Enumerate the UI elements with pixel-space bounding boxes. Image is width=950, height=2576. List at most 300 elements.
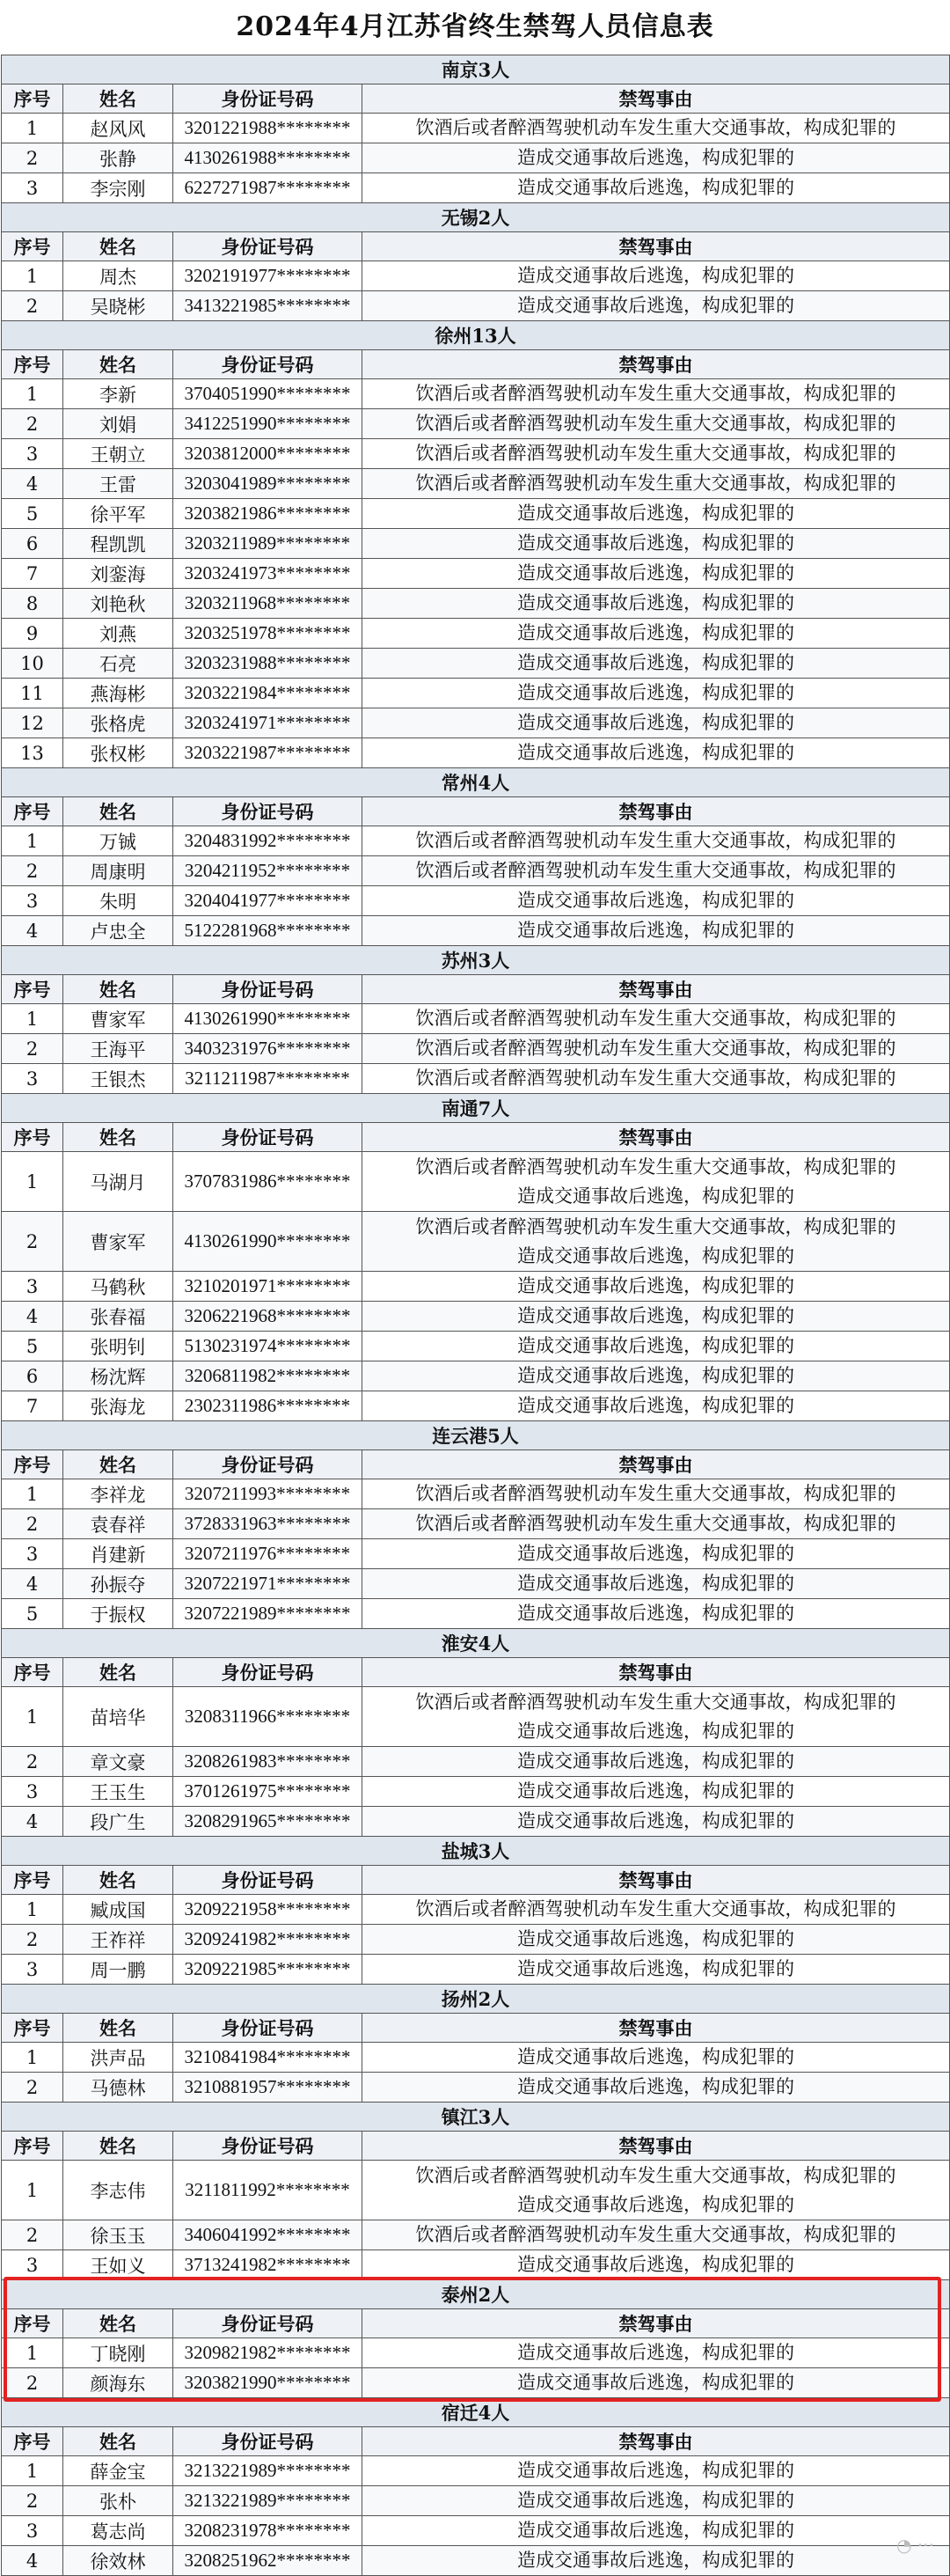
table-row: [2, 173, 950, 203]
row-no: 1: [2, 1152, 63, 1212]
city-header-row: [2, 55, 950, 84]
reason-line: 造成交通事故后逃逸，构成犯罪的: [517, 920, 794, 941]
table-row: [2, 1509, 950, 1539]
table-row: [2, 738, 950, 768]
row-name: 朱明: [63, 886, 173, 916]
row-name: 卢忠全: [63, 916, 173, 946]
row-name: 葛志尚: [63, 2516, 173, 2546]
row-name: 臧成国: [63, 1895, 173, 1925]
row-no: 10: [2, 649, 63, 679]
column-header-row: [2, 2427, 950, 2456]
header-name: 姓名: [63, 350, 173, 379]
row-no: 1: [2, 826, 63, 856]
row-no: 9: [2, 619, 63, 649]
row-id-number: 3206221968********: [173, 1302, 362, 1332]
row-no: 2: [2, 409, 63, 439]
table-row: [2, 529, 950, 559]
row-no: 4: [2, 2546, 63, 2576]
row-id-number: 3207211993********: [173, 1479, 362, 1509]
row-id-number: 3206811982********: [173, 1361, 362, 1391]
row-id-number: 3207221971********: [173, 1569, 362, 1599]
row-no: 1: [2, 261, 63, 291]
table-row: [2, 1152, 950, 1212]
row-id-number: 3406041992********: [173, 2220, 362, 2250]
header-id: 身份证号码: [173, 2427, 362, 2456]
row-id-number: 3209241982********: [173, 1925, 362, 1955]
table-row: [2, 1599, 950, 1629]
row-no: 4: [2, 1807, 63, 1837]
row-id-number: 3207221989********: [173, 1599, 362, 1629]
row-no: 3: [2, 1955, 63, 1985]
header-id: 身份证号码: [173, 84, 362, 114]
table-row: [2, 1687, 950, 1747]
header-reason: 禁驾事由: [362, 232, 950, 261]
row-reason: [362, 2073, 950, 2103]
row-id-number: 4130261990********: [173, 1004, 362, 1034]
city-header-row: [2, 1094, 950, 1123]
row-no: 2: [2, 856, 63, 886]
reason-line: 饮酒后或者醉酒驾驶机动车发生重大交通事故，构成犯罪的: [415, 1038, 896, 1059]
header-no: 序号: [2, 975, 63, 1004]
row-id-number: 3209221958********: [173, 1895, 362, 1925]
city-header-row: [2, 946, 950, 975]
row-no: 2: [2, 1509, 63, 1539]
row-id-number: 3203211968********: [173, 589, 362, 619]
row-reason: [362, 886, 950, 916]
city-title: 无锡2人: [2, 203, 950, 232]
header-reason: 禁驾事由: [362, 1658, 950, 1687]
reason-line: 饮酒后或者醉酒驾驶机动车发生重大交通事故，构成犯罪的: [415, 2164, 896, 2186]
row-name: 马德林: [63, 2073, 173, 2103]
reason-line: 造成交通事故后逃逸，构成犯罪的: [517, 1395, 794, 1416]
row-reason: [362, 499, 950, 529]
reason-line: 造成交通事故后逃逸，构成犯罪的: [517, 1275, 794, 1296]
reason-line: 造成交通事故后逃逸，构成犯罪的: [517, 890, 794, 911]
row-id-number: 3728331963********: [173, 1509, 362, 1539]
row-no: 1: [2, 1479, 63, 1509]
header-id: 身份证号码: [173, 1123, 362, 1152]
row-id-number: 3208251962********: [173, 2546, 362, 2576]
reason-line: 饮酒后或者醉酒驾驶机动车发生重大交通事故，构成犯罪的: [415, 860, 896, 881]
reason-line: 饮酒后或者醉酒驾驶机动车发生重大交通事故，构成犯罪的: [415, 1008, 896, 1029]
row-no: 2: [2, 291, 63, 321]
row-name: 程凯凯: [63, 529, 173, 559]
header-id: 身份证号码: [173, 797, 362, 826]
row-name: 徐平军: [63, 499, 173, 529]
row-id-number: 3203221987********: [173, 738, 362, 768]
header-name: 姓名: [63, 2014, 173, 2043]
row-name: 王雷: [63, 469, 173, 499]
table-row: [2, 619, 950, 649]
city-header-row: [2, 2280, 950, 2309]
row-id-number: 3208291965********: [173, 1807, 362, 1837]
row-id-number: 3203231988********: [173, 649, 362, 679]
row-id-number: 6227271987********: [173, 173, 362, 203]
row-name: 王海平: [63, 1034, 173, 1064]
row-no: 5: [2, 1332, 63, 1361]
row-reason: [362, 589, 950, 619]
row-reason: [362, 379, 950, 409]
city-title: 连云港5人: [2, 1421, 950, 1450]
reason-line: 饮酒后或者醉酒驾驶机动车发生重大交通事故，构成犯罪的: [415, 830, 896, 851]
reason-line: 造成交通事故后逃逸，构成犯罪的: [517, 503, 794, 524]
table-row: [2, 439, 950, 469]
row-name: 张朴: [63, 2486, 173, 2516]
table-row: [2, 1034, 950, 1064]
header-id: 身份证号码: [173, 2309, 362, 2338]
table-row: [2, 291, 950, 321]
reason-line: 造成交通事故后逃逸，构成犯罪的: [517, 2046, 794, 2067]
row-reason: [362, 2161, 950, 2220]
row-name: 苗培华: [63, 1687, 173, 1747]
table-row: [2, 1391, 950, 1421]
row-id-number: 3413221985********: [173, 291, 362, 321]
table-row: [2, 1747, 950, 1777]
table-row: [2, 886, 950, 916]
header-no: 序号: [2, 2014, 63, 2043]
city-title: 南通7人: [2, 1094, 950, 1123]
row-no: 1: [2, 2161, 63, 2220]
row-id-number: 4130261988********: [173, 143, 362, 173]
row-no: 11: [2, 679, 63, 708]
column-header-row: [2, 232, 950, 261]
watermark-icon: ◔ ···: [896, 2535, 934, 2556]
table-row: [2, 2073, 950, 2103]
row-name: 张静: [63, 143, 173, 173]
row-id-number: 3207211976********: [173, 1539, 362, 1569]
header-name: 姓名: [63, 232, 173, 261]
row-reason: [362, 2338, 950, 2368]
city-title: 苏州3人: [2, 946, 950, 975]
city-title: 镇江3人: [2, 2103, 950, 2132]
row-no: 8: [2, 589, 63, 619]
row-reason: [362, 916, 950, 946]
reason-line: 造成交通事故后逃逸，构成犯罪的: [517, 2372, 794, 2393]
row-no: 1: [2, 379, 63, 409]
table-row: [2, 2250, 950, 2280]
row-name: 马鹤秋: [63, 1272, 173, 1302]
reason-line: 造成交通事故后逃逸，构成犯罪的: [517, 1543, 794, 1564]
table-row: [2, 2161, 950, 2220]
row-reason: [362, 2043, 950, 2073]
row-name: 杨沈辉: [63, 1361, 173, 1391]
reason-line: 造成交通事故后逃逸，构成犯罪的: [517, 2076, 794, 2097]
table-body: [2, 55, 950, 2576]
reason-line: 造成交通事故后逃逸，构成犯罪的: [517, 2460, 794, 2481]
reason-line: 造成交通事故后逃逸，构成犯罪的: [517, 2193, 794, 2215]
row-id-number: 3213221989********: [173, 2486, 362, 2516]
header-no: 序号: [2, 84, 63, 114]
header-no: 序号: [2, 1123, 63, 1152]
row-no: 2: [2, 2073, 63, 2103]
header-id: 身份证号码: [173, 232, 362, 261]
row-reason: [362, 2368, 950, 2398]
row-id-number: 3203211989********: [173, 529, 362, 559]
row-name: 燕海彬: [63, 679, 173, 708]
row-reason: [362, 469, 950, 499]
reason-line: 造成交通事故后逃逸，构成犯罪的: [517, 682, 794, 703]
city-title: 泰州2人: [2, 2280, 950, 2309]
column-header-row: [2, 1123, 950, 1152]
city-header-row: [2, 1837, 950, 1866]
row-name: 万铖: [63, 826, 173, 856]
row-id-number: 3203812000********: [173, 439, 362, 469]
row-reason: [362, 2220, 950, 2250]
header-no: 序号: [2, 1866, 63, 1895]
row-no: 2: [2, 2368, 63, 2398]
row-id-number: 3707831986********: [173, 1152, 362, 1212]
row-name: 孙振夺: [63, 1569, 173, 1599]
row-no: 1: [2, 1687, 63, 1747]
row-id-number: 3213221989********: [173, 2456, 362, 2486]
row-id-number: 3203251978********: [173, 619, 362, 649]
reason-line: 饮酒后或者醉酒驾驶机动车发生重大交通事故，构成犯罪的: [415, 1513, 896, 1534]
reason-line: 造成交通事故后逃逸，构成犯罪的: [517, 1185, 794, 1207]
city-header-row: [2, 2103, 950, 2132]
row-id-number: 3208311966********: [173, 1687, 362, 1747]
row-no: 3: [2, 2516, 63, 2546]
column-header-row: [2, 1658, 950, 1687]
header-id: 身份证号码: [173, 1866, 362, 1895]
row-no: 2: [2, 143, 63, 173]
row-reason: [362, 261, 950, 291]
row-reason: [362, 2486, 950, 2516]
row-name: 徐效林: [63, 2546, 173, 2576]
table-row: [2, 708, 950, 738]
row-no: 5: [2, 1599, 63, 1629]
city-header-row: [2, 1421, 950, 1450]
city-header-row: [2, 1985, 950, 2014]
table-row: [2, 1302, 950, 1332]
header-reason: 禁驾事由: [362, 2014, 950, 2043]
reason-line: 造成交通事故后逃逸，构成犯罪的: [517, 742, 794, 763]
row-name: 刘銮海: [63, 559, 173, 589]
row-id-number: 3713241982********: [173, 2250, 362, 2280]
row-name: 王朝立: [63, 439, 173, 469]
row-name: 赵风风: [63, 114, 173, 143]
reason-line: 造成交通事故后逃逸，构成犯罪的: [517, 1244, 794, 1266]
row-no: 1: [2, 2338, 63, 2368]
header-id: 身份证号码: [173, 2132, 362, 2161]
row-no: 4: [2, 1569, 63, 1599]
row-reason: [362, 291, 950, 321]
table-row: [2, 1925, 950, 1955]
city-title: 宿迁4人: [2, 2398, 950, 2427]
row-reason: [362, 708, 950, 738]
table-row: [2, 2043, 950, 2073]
table-row: [2, 143, 950, 173]
city-title: 盐城3人: [2, 1837, 950, 1866]
row-id-number: 3203821986********: [173, 499, 362, 529]
city-title: 南京3人: [2, 55, 950, 84]
row-reason: [362, 2250, 950, 2280]
header-reason: 禁驾事由: [362, 1123, 950, 1152]
header-reason: 禁驾事由: [362, 84, 950, 114]
row-name: 王玉生: [63, 1777, 173, 1807]
column-header-row: [2, 2014, 950, 2043]
row-id-number: 3208231978********: [173, 2516, 362, 2546]
table-row: [2, 1361, 950, 1391]
row-name: 肖建新: [63, 1539, 173, 1569]
header-reason: 禁驾事由: [362, 797, 950, 826]
row-name: 王如义: [63, 2250, 173, 2280]
table-row: [2, 559, 950, 589]
row-name: 刘娟: [63, 409, 173, 439]
row-reason: [362, 1895, 950, 1925]
row-name: 周康明: [63, 856, 173, 886]
row-reason: [362, 143, 950, 173]
city-title: 淮安4人: [2, 1629, 950, 1658]
reason-line: 饮酒后或者醉酒驾驶机动车发生重大交通事故，构成犯罪的: [415, 1215, 896, 1237]
row-id-number: 3203241971********: [173, 708, 362, 738]
reason-line: 造成交通事故后逃逸，构成犯罪的: [517, 1928, 794, 1949]
reason-line: 造成交通事故后逃逸，构成犯罪的: [517, 562, 794, 583]
row-reason: [362, 1599, 950, 1629]
city-title: 常州4人: [2, 768, 950, 797]
row-no: 4: [2, 1302, 63, 1332]
row-reason: [362, 1034, 950, 1064]
row-id-number: 3203821990********: [173, 2368, 362, 2398]
row-name: 张明钊: [63, 1332, 173, 1361]
reason-line: 造成交通事故后逃逸，构成犯罪的: [517, 1750, 794, 1772]
table-row: [2, 1777, 950, 1807]
city-header-row: [2, 321, 950, 350]
reason-line: 造成交通事故后逃逸，构成犯罪的: [517, 1780, 794, 1802]
reason-line: 饮酒后或者醉酒驾驶机动车发生重大交通事故，构成犯罪的: [415, 443, 896, 464]
table-row: [2, 1212, 950, 1272]
row-reason: [362, 738, 950, 768]
row-no: 5: [2, 499, 63, 529]
row-no: 13: [2, 738, 63, 768]
row-reason: [362, 679, 950, 708]
header-no: 序号: [2, 350, 63, 379]
reason-line: 造成交通事故后逃逸，构成犯罪的: [517, 532, 794, 554]
row-reason: [362, 1509, 950, 1539]
row-no: 3: [2, 439, 63, 469]
table-row: [2, 2516, 950, 2546]
row-no: 1: [2, 114, 63, 143]
row-no: 3: [2, 886, 63, 916]
reason-line: 造成交通事故后逃逸，构成犯罪的: [517, 622, 794, 643]
header-name: 姓名: [63, 84, 173, 114]
city-header-row: [2, 1629, 950, 1658]
row-id-number: 2302311986********: [173, 1391, 362, 1421]
row-name: 刘燕: [63, 619, 173, 649]
header-reason: 禁驾事由: [362, 350, 950, 379]
table-row: [2, 1064, 950, 1094]
row-name: 于振权: [63, 1599, 173, 1629]
header-name: 姓名: [63, 2132, 173, 2161]
row-no: 7: [2, 559, 63, 589]
reason-line: 造成交通事故后逃逸，构成犯罪的: [517, 2254, 794, 2275]
city-title: 扬州2人: [2, 1985, 950, 2014]
row-reason: [362, 1004, 950, 1034]
header-no: 序号: [2, 232, 63, 261]
column-header-row: [2, 2132, 950, 2161]
reason-line: 造成交通事故后逃逸，构成犯罪的: [517, 265, 794, 286]
header-id: 身份证号码: [173, 975, 362, 1004]
row-reason: [362, 114, 950, 143]
header-id: 身份证号码: [173, 1450, 362, 1479]
row-name: 曹家军: [63, 1004, 173, 1034]
reason-line: 造成交通事故后逃逸，构成犯罪的: [517, 1603, 794, 1624]
row-no: 3: [2, 1064, 63, 1094]
row-reason: [362, 1747, 950, 1777]
table-row: [2, 679, 950, 708]
header-name: 姓名: [63, 975, 173, 1004]
row-id-number: 3210881957********: [173, 2073, 362, 2103]
reason-line: 饮酒后或者醉酒驾驶机动车发生重大交通事故，构成犯罪的: [415, 1068, 896, 1089]
row-id-number: 3204211952********: [173, 856, 362, 886]
row-reason: [362, 1479, 950, 1509]
row-reason: [362, 1925, 950, 1955]
header-reason: 禁驾事由: [362, 975, 950, 1004]
reason-line: 造成交通事故后逃逸，构成犯罪的: [517, 2550, 794, 2571]
row-name: 张格虎: [63, 708, 173, 738]
row-reason: [362, 856, 950, 886]
row-reason: [362, 529, 950, 559]
row-name: 周杰: [63, 261, 173, 291]
reason-line: 造成交通事故后逃逸，构成犯罪的: [517, 177, 794, 198]
row-id-number: 3701261975********: [173, 1777, 362, 1807]
table-row: [2, 2368, 950, 2398]
reason-line: 造成交通事故后逃逸，构成犯罪的: [517, 1305, 794, 1326]
table-row: [2, 649, 950, 679]
reason-line: 饮酒后或者醉酒驾驶机动车发生重大交通事故，构成犯罪的: [415, 1691, 896, 1713]
row-no: 6: [2, 1361, 63, 1391]
row-id-number: 3201221988********: [173, 114, 362, 143]
row-name: 周一鹏: [63, 1955, 173, 1985]
row-no: 4: [2, 916, 63, 946]
row-reason: [362, 1807, 950, 1837]
row-name: 张权彬: [63, 738, 173, 768]
row-name: 李志伟: [63, 2161, 173, 2220]
table-row: [2, 2486, 950, 2516]
row-reason: [362, 2456, 950, 2486]
column-header-row: [2, 2309, 950, 2338]
reason-line: 饮酒后或者醉酒驾驶机动车发生重大交通事故，构成犯罪的: [415, 383, 896, 404]
row-name: 颜海东: [63, 2368, 173, 2398]
header-reason: 禁驾事由: [362, 2309, 950, 2338]
row-no: 3: [2, 2250, 63, 2280]
row-id-number: 3210841984********: [173, 2043, 362, 2073]
row-reason: [362, 649, 950, 679]
row-id-number: 3203241973********: [173, 559, 362, 589]
table-row: [2, 499, 950, 529]
reason-line: 造成交通事故后逃逸，构成犯罪的: [517, 295, 794, 316]
row-reason: [362, 1361, 950, 1391]
column-header-row: [2, 350, 950, 379]
row-name: 吴晓彬: [63, 291, 173, 321]
row-reason: [362, 619, 950, 649]
table-row: [2, 1569, 950, 1599]
row-reason: [362, 2546, 950, 2576]
table-row: [2, 261, 950, 291]
reason-line: 造成交通事故后逃逸，构成犯罪的: [517, 2490, 794, 2511]
reason-line: 造成交通事故后逃逸，构成犯罪的: [517, 712, 794, 733]
row-id-number: 3203041989********: [173, 469, 362, 499]
header-name: 姓名: [63, 797, 173, 826]
reason-line: 造成交通事故后逃逸，构成犯罪的: [517, 1335, 794, 1356]
row-name: 段广生: [63, 1807, 173, 1837]
row-no: 1: [2, 2043, 63, 2073]
reason-line: 饮酒后或者醉酒驾驶机动车发生重大交通事故，构成犯罪的: [415, 473, 896, 494]
header-id: 身份证号码: [173, 1658, 362, 1687]
row-no: 2: [2, 2486, 63, 2516]
header-no: 序号: [2, 797, 63, 826]
table-row: [2, 1539, 950, 1569]
row-reason: [362, 439, 950, 469]
